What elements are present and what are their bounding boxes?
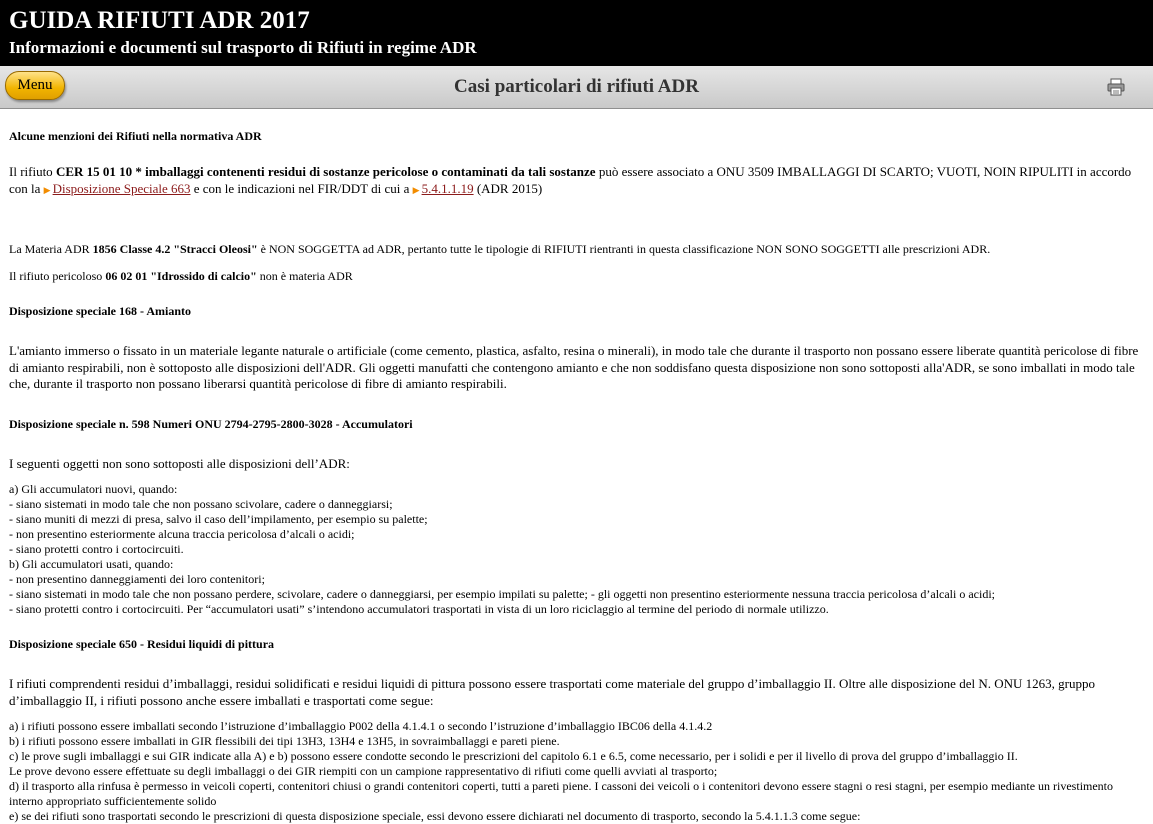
page-title: Casi particolari di rifiuti ADR [454,76,699,97]
paragraph-materia-1856: La Materia ADR 1856 Classe 4.2 "Stracci Oleosi" è NON SOGGETTA ad ADR, pertanto tutte le tipologie di RIFIUTI rientranti in questa classificazione NON SONO SOGGETTI alle prescrizioni ADR. [9,242,991,256]
list-item: b) Gli accumulatori usati, quando: [9,557,174,571]
list-item: Le prove devono essere effettuate su degli imballaggi o dei GIR riempiti con un campione rappresentativo di rifiuti come quelli avviati al trasporto; [9,764,718,778]
link-disposizione-663[interactable]: Disposizione Speciale 663 [52,180,191,196]
menu-button[interactable]: Menu [5,71,65,100]
site-subtitle: Informazioni e documenti sul trasporto di Rifiuti in regime ADR [9,38,477,57]
section-heading-650: Disposizione speciale 650 - Residui liquidi di pittura [9,637,275,651]
list-item: - siano protetti contro i cortocircuiti. [9,542,184,556]
list-item: a) i rifiuti possono essere imballati secondo l’istruzione d’imballaggio P002 della 4.1.4.1 o secondo l’istruzione d’imballaggio IBC06 della 4.1.4.2 [9,719,713,733]
list-item: e) se dei rifiuti sono trasportati secondo le prescrizioni di questa disposizione speciale, essi devono essere dichiarati nel documento di trasporto, secondo la 5.4.1.1.3 come segue: [9,809,861,823]
toolbar [0,66,1153,109]
list-item: - siano muniti di mezzi di presa, salvo il caso dell’impilamento, per esempio su palette; [9,512,428,526]
section-heading-adr-mentions: Alcune menzioni dei Rifiuti nella normativa ADR [9,129,262,143]
paragraph-amianto: L'amianto immerso o fissato in un materiale legante naturale o artificiale (come cemento, plastica, asfalto, resina o minerali), in modo tale che durante il trasporto non possano essere liberate quantità pericolose di fibre di amianto respirabili, non è sottoposto alle disposizioni dell'ADR. Gli oggetti manufatti che contengono amianto e che non soddisfano questa disposizione non sono sottoposti alla'ADR, se sono imballati in modo tale che, durante il trasporto non possano liberarsi quantità pericolose di fibre di amianto respirabili. [9,343,1139,391]
list-item: a) Gli accumulatori nuovi, quando: [9,482,178,496]
section-heading-598: Disposizione speciale n. 598 Numeri ONU 2794-2795-2800-3028 - Accumulatori [9,416,413,431]
site-title: GUIDA RIFIUTI ADR 2017 [9,7,310,34]
paragraph-060201: Il rifiuto pericoloso 06 02 01 "Idrossido di calcio" non è materia ADR [9,269,353,283]
main-content [0,109,1153,824]
paragraph-598-intro: I seguenti oggetti non sono sottoposti alle disposizioni dell’ADR: [9,455,350,471]
site-header [0,0,1153,66]
list-item: - siano protetti contro i cortocircuiti. Per “accumulatori usati” s’intendono accumulatori trasportati in vista di un loro riciclaggio al termine del periodo di normale utilizzo. [9,602,829,616]
section-heading-168: Disposizione speciale 168 - Amianto [9,304,191,318]
link-5-4-1-1-19[interactable]: 5.4.1.1.19 [421,180,474,196]
list-item: - siano sistemati in modo tale che non possano scivolare, cadere o danneggiarsi; [9,497,393,511]
list-item: - non presentino danneggiamenti dei loro contenitori; [9,572,265,586]
paragraph-cer-150110: Il rifiuto CER 15 01 10 * imballaggi contenenti residui di sostanze pericolose o contaminati da tali sostanze può essere associato a ONU 3509 IMBALLAGGI DI SCARTO; VUOTI, NOIN RIPULITI in accordo con la ▶ Disposizione Speciale 663 e con le indicazioni nel FIR/DDT di cui a ▶ 5.4.1.1.19 (ADR 2015) [9,164,1132,196]
list-item: - non presentino esteriormente alcuna traccia pericolosa d’alcali o acidi; [9,527,355,541]
list-item: b) i rifiuti possono essere imballati in GIR flessibili dei tipi 13H3, 13H4 e 13H5, in sovraimballaggi e pareti piene. [9,734,560,748]
list-item: d) il trasporto alla rinfusa è permesso in veicoli coperti, contenitori chiusi o grandi contenitori coperti, tutti a pareti piene. I cassoni dei veicoli o i contenitori devono essere stagni o resi stagni, per esempio mediante un rivestimento interno appropriato sufficientemente solido [9,779,1114,808]
arrow-icon: ▶ [43,184,51,195]
arrow-icon: ▶ [412,184,420,195]
printer-icon[interactable] [1107,78,1125,96]
list-598 [9,482,1144,617]
list-650 [9,719,1144,824]
list-item: - siano sistemati in modo tale che non possano perdere, scivolare, cadere o danneggiarsi, per esempio impilati su palette; - gli oggetti non presentino esteriormente nessuna traccia pericolosa d’alcali o acidi; [9,587,996,601]
list-item: c) le prove sugli imballaggi e sui GIR indicate alla A) e b) possono essere condotte secondo le prescrizioni del capitolo 6.1 e 6.5, come necessario, per i solidi e per il livello di prova del gruppo d’imballaggio II. [9,749,1018,763]
paragraph-650-intro: I rifiuti comprendenti residui d’imballaggi, residui solidificati e residui liquidi di pittura possono essere trasportati come materiale del gruppo d’imballaggio II. Oltre alle disposizione del N. ONU 1263, gruppo d’imballaggio II, i rifiuti possono anche essere imballati e trasportati come segue: [9,676,1095,708]
